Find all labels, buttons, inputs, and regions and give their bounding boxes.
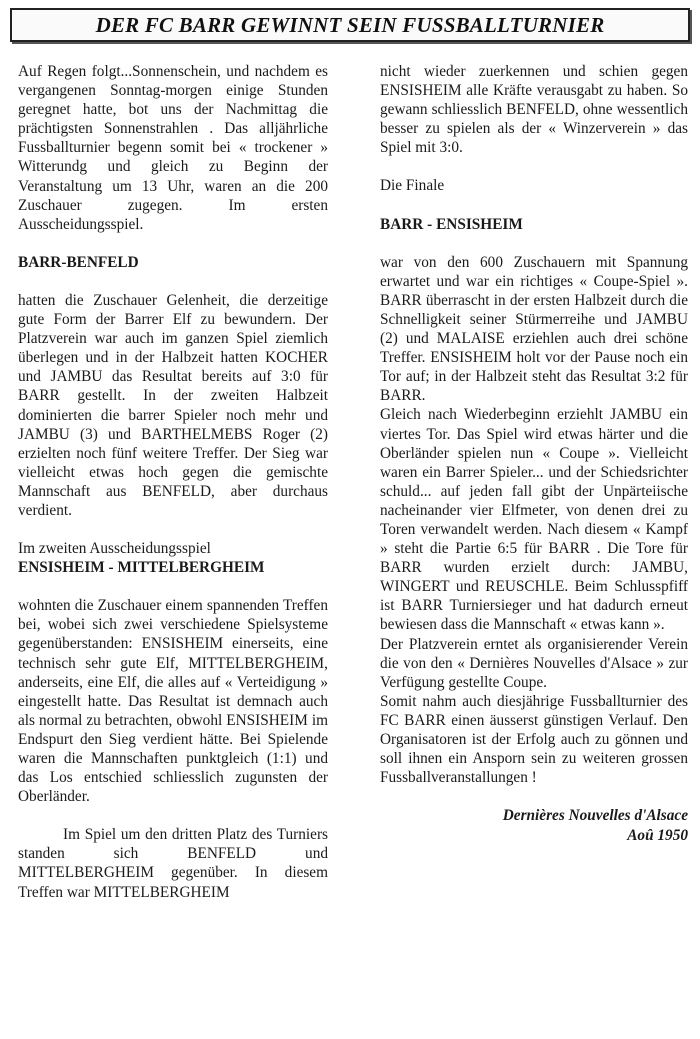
- spacer: [380, 787, 688, 806]
- right-lead-final: Die Finale: [380, 177, 445, 195]
- spacer: [18, 577, 328, 596]
- left-paragraph-intro: Auf Regen folgt...Sonnenschein, und nachdem es vergangenen Sonntag-morgen einige Stunden geregnet hatte, bot uns der Nachmittag die prächtigsten Sonnenstrahlen . Das alljährliche Fussballturnier begenn somit bei « trockener » Witterundg und gleich zu Beginn der Veranstaltung um 13 Uhr, waren an die 200 Zuschauer zugegen. Im ersten Ausscheidungsspiel.: [18, 63, 328, 233]
- right-paragraph-continuation: nicht wieder zuerkennen und schien gegen ENSISHEIM alle Kräfte verausgabt zu haben. So gewann schliesslich BENFELD, ohne wessentlich besser zu spielen als der « Winzerverein » das Spiel mit 3:0.: [380, 63, 688, 157]
- spacer: [18, 806, 328, 825]
- article-title: DER FC BARR GEWINNT SEIN FUSSBALLTURNIER: [95, 12, 605, 37]
- spacer: [380, 196, 688, 215]
- match-heading-barr-ensisheim: BARR - ENSISHEIM: [380, 215, 523, 233]
- right-column: [380, 62, 688, 846]
- right-paragraph-final-second-half: Gleich nach Wiederbeginn erziehlt JAMBU ein viertes Tor. Das Spiel wird etwas härter und die Oberländer spielen nun « Coupe ». Vielleicht waren ein Barrer Spieler... und der Schiedsrichter schuld... auf jeden fall gibt der Unpärteiische nacheinander vier Elfmeter, von denen drei zu Toren verwandelt werden. Nach diesem « Kampf » steht die Partie 6:5 für BARR . Die Tore für BARR wurden erzielt durch: JAMBU, WINGERT und REUSCHLE. Beim Schlusspfiff ist BARR Turniersieger und hat dadurch erneut bewiesen dass die Mannschaft « etwas kann ».: [380, 406, 688, 634]
- source-signature: [380, 806, 688, 846]
- article-title-box: [10, 8, 690, 42]
- right-paragraph-conclusion: Somit nahm auch diesjährige Fussballturnier des FC BARR einen äusserst günstigen Verlauf. Den Organisatoren ist der Erfolg auch zu gönnen und soll ihnen ein Ansporn sein zu weiteren grossen Fussballveranstallungen !: [380, 692, 688, 787]
- match-heading-ensisheim-mittelbergheim: ENSISHEIM - MITTELBERGHEIM: [18, 559, 265, 577]
- spacer: [18, 234, 328, 253]
- left-paragraph-barr-benfeld: hatten die Zuschauer Gelenheit, die derzeitige gute Form der Barrer Elf zu bewundern. Der Platzverein war auch im ganzen Spiel ziemlich überlegen und in der Halbzeit hatten KOCHER und JAMBU das Resultat bereits auf 3:0 für BARR gestellt. In der zweiten Halbzeit dominierten die barrer Spieler noch mehr und JAMBU (3) und BARTHELMEBS Roger (2) erzielten noch fünf weitere Treffer. Der Sieg war vielleicht etwas hoch gegen die gemischte Mannschaft aus BENFELD, aber durchaus verdient.: [18, 291, 328, 519]
- left-column: [18, 62, 328, 902]
- left-paragraph-third-place: Im Spiel um den dritten Platz des Turniers standen sich BENFELD und MITTELBERGHEIM gegenüber. In diesem Treffen war MITTELBERGHEIM: [18, 826, 328, 901]
- source-name: Dernières Nouvelles d'Alsace: [502, 807, 688, 825]
- match-heading-barr-benfeld: BARR-BENFELD: [18, 253, 139, 271]
- source-date: Aoû 1950: [627, 827, 688, 845]
- spacer: [380, 234, 688, 253]
- spacer: [18, 272, 328, 291]
- right-paragraph-coupe: Der Platzverein erntet als organisierender Verein die von den « Dernières Nouvelles d'Alsace » zur Verfügung gestellte Coupe.: [380, 635, 688, 691]
- left-lead-second-match: Im zweiten Ausscheidungsspiel: [18, 540, 211, 558]
- spacer: [18, 520, 328, 539]
- right-paragraph-final-first-half: war von den 600 Zuschauern mit Spannung erwartet und war ein richtiges « Coupe-Spiel ». BARR überrascht in der ersten Halbzeit durch die Schnelligkeit seiner Stürmerreihe und JAMBU (2) und MALAISE erziehlen auch drei schöne Treffer. ENSISHEIM holt vor der Pause noch ein Tor auf; in der Halbzeit steht das Resultat 3:2 für BARR.: [380, 253, 688, 405]
- spacer: [380, 157, 688, 176]
- left-paragraph-ensisheim-mittelbergheim: wohnten die Zuschauer einem spannenden Treffen bei, wobei sich zwei verschiedene Spielsysteme gegenüberstanden: ENSISHEIM einerseits, eine technisch sehr gute Elf, MITTELBERGHEIM, anderseits, eine Elf, die alles auf « Verteidigung » eingestellt hatte. Das Resultat ist demnach auch als normal zu betrachten, obwohl ENSISHEIM im Endspurt den Sieg verdient hätte. Bei Spielende waren die Mannschaften punktgleich (1:1) und das Los entschied schliesslich zugunsten der Oberländer.: [18, 597, 328, 806]
